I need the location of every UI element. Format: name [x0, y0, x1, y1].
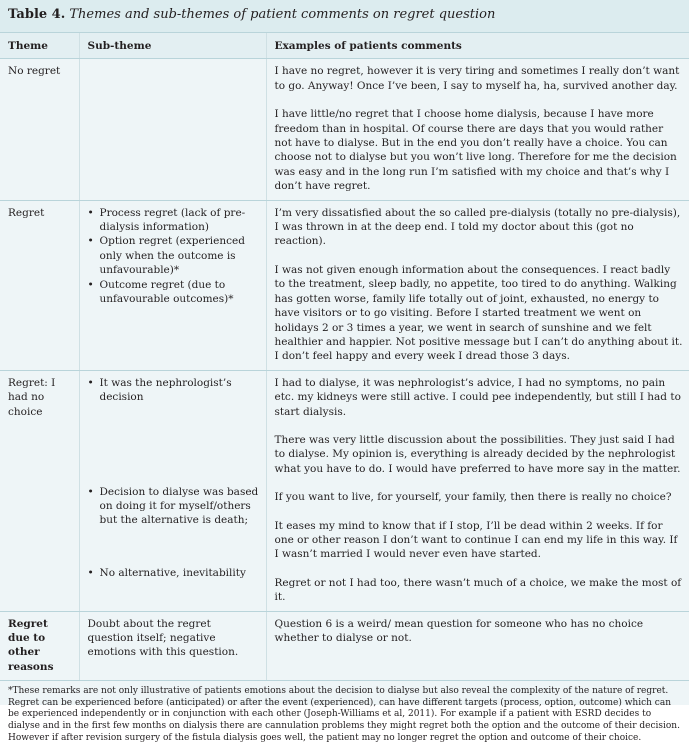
- quotes-cell: [266, 370, 689, 611]
- quote: I was not given enough information about the consequences. I react badly to the treatment, sleep badly, no appetite, too tired to do anything. Walking has gotten worse, family life totally out of joint, exhausted, no energy to have visitors or to go visiting. Before I started treatment we went on holidays 2 or 3 times a year, we went in search of sunshine and we felt healthier and happier. Not positive message but I can’t do anything about it. I don’t feel happy and every week I dread those 3 days.: [274, 263, 683, 363]
- subtheme-item: • No alternative, inevitability: [88, 566, 260, 580]
- footnote-text: *These remarks are not only illustrative of patients emotions about the decision to dialyse but also reveal the complexity of the nature of regret. Regret can be experienced before (anticipated) or after the event (experienced), can have different targets (process, option, outcome) which can be experienced independently or in conjunction with each other (Joseph-Williams et al, 2011). For example if a patient with ESRD decides to dialyse and in the first few months on dialysis there are cannulation problems they might regret both the option and the outcome of their decision. However if after revision surgery of the fistula dialysis goes well, the patient may no longer regret the option and outcome of their choice.: [8, 686, 680, 743]
- subtheme-cell: [79, 59, 266, 200]
- table-title: [0, 0, 689, 33]
- theme-cell: Regret due to other reasons: [0, 611, 79, 681]
- quote: There was very little discussion about the possibilities. They just said I had to dialyse. My opinion is, everything is already decided by the nephrologist what you have to do. I would have preferred to have more say in the matter.: [274, 433, 681, 475]
- subtheme-item: • Option regret (experienced only when the outcome is unfavourable)*: [88, 234, 260, 277]
- quote: I’m very dissatisfied about the so called pre-dialysis (totally no pre-dialysis), I was thrown in at the deep end. I told my doctor about this (got no reaction).: [274, 206, 681, 248]
- subtheme-cell: [79, 370, 266, 611]
- table-row: [0, 611, 689, 681]
- quotes-cell: [266, 200, 689, 370]
- theme-cell: Regret: I had no choice: [0, 370, 79, 611]
- subtheme-cell: [79, 200, 266, 370]
- quotes-cell: [266, 59, 689, 200]
- header-row: [0, 33, 689, 59]
- header-subtheme: Sub-theme: [79, 33, 266, 59]
- table-row: [0, 59, 689, 200]
- table-label: Table 4.: [8, 7, 66, 22]
- subtheme-cell: Doubt about the regret question itself; negative emotions with this question.: [79, 611, 266, 681]
- quote: I have little/no regret that I choose home dialysis, because I have more freedom than in hospital. Of course there are days that you would rather not have to dialyse. But in the end you don’t really have a choice. You can choose not to dialyse but you won’t live long. Therefore for me the decision was easy and in the long run I’m satisfied with my choice and that’s why I don’t have regret.: [274, 108, 677, 193]
- subtheme-item: • It was the nephrologist’s decision: [88, 376, 260, 405]
- quote: If you want to live, for yourself, your family, then there is really no choice?: [274, 491, 672, 504]
- table-row: [0, 370, 689, 611]
- table-row: [0, 200, 689, 370]
- subtheme-item: • Process regret (lack of pre-dialysis information): [88, 206, 260, 235]
- quote: It eases my mind to know that if I stop, I’ll be dead within 2 weeks. If for one or other reason I don’t want to continue I can end my life in this way. If I wasn’t married I would never even have started.: [274, 519, 678, 561]
- quote: Regret or not I had too, there wasn’t much of a choice, we make the most of it.: [274, 576, 682, 604]
- theme-cell: Regret: [0, 200, 79, 370]
- header-examples: Examples of patients comments: [266, 33, 689, 59]
- subtheme-item: • Outcome regret (due to unfavourable outcomes)*: [88, 278, 260, 307]
- table-footnote: [0, 681, 689, 744]
- quotes-cell: [266, 611, 689, 681]
- table-caption: Themes and sub-themes of patient comments on regret question: [69, 7, 496, 22]
- theme-cell: No regret: [0, 59, 79, 200]
- subtheme-item: • Decision to dialyse was based on doing it for myself/others but the alternative is death;: [88, 485, 260, 528]
- header-theme: Theme: [0, 33, 79, 59]
- themes-table: [0, 33, 689, 681]
- quote: Question 6 is a weird/ mean question for someone who has no choice whether to dialyse or not.: [274, 617, 644, 644]
- quote: I had to dialyse, it was nephrologist’s advice, I had no symptoms, no pain etc. my kidneys were still active. I could pee independently, but still I had to start dialysis.: [274, 376, 681, 418]
- quote: I have no regret, however it is very tiring and sometimes I really don’t want to go. Anyway! Once I’ve been, I say to myself ha, ha, survived another day.: [274, 65, 680, 92]
